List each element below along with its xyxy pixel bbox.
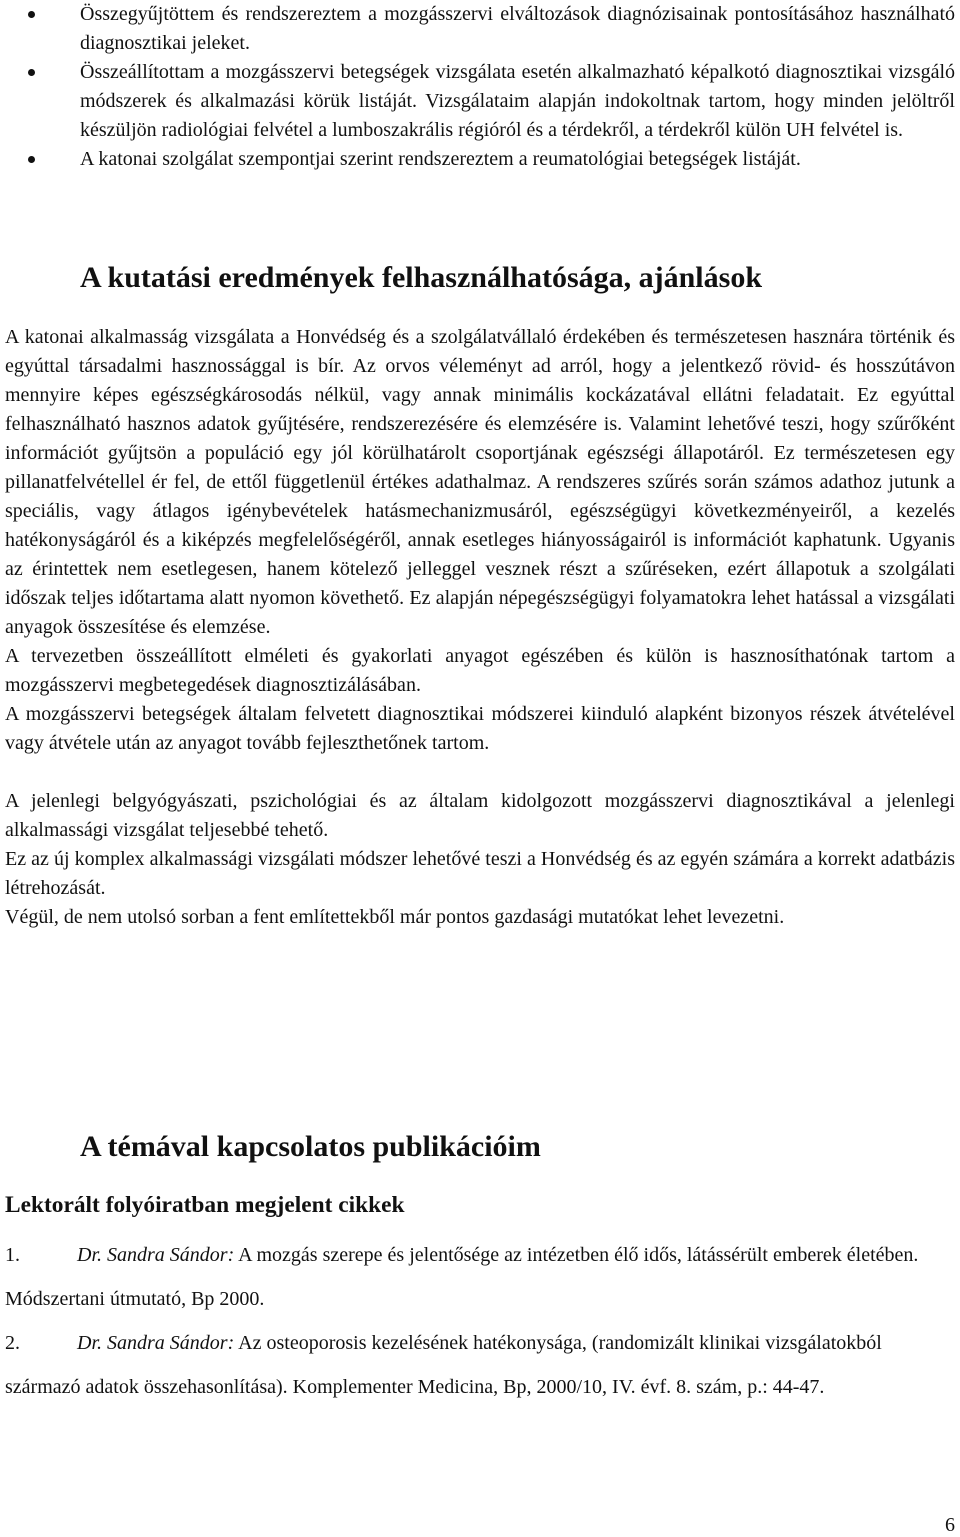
bullet-icon <box>28 11 35 18</box>
paragraph: A katonai alkalmasság vizsgálata a Honvédség és a szolgálatvállaló érdekében és természetesen hasznára történik és egyúttal társadalmi hasznossággal is bír. Az orvos véleményt ad arról, hogy a jelentkező rövid- és hosszútávon mennyire képes egészségkárosodás nélkül, vagy annak minimális kockázatával ellátni feladatait. Ez egyúttal felhasználható hasznos adatok gyűjtésére, rendszerezésére és elemzésére is. Valamint lehetővé teszi, hogy szűrőként információt gyűjtsön a populáció egy jól körülhatárolt csoportjának egészségi állapotáról. Ez természetesen egy pillanatfelvétellel ér fel, de ettől függetlenül értékes adathalmaz. A rendszeres szűrés során számos adathoz jutunk a speciális, vagy átlagos igénybevételek hatásmechanizmusáról, egészségügyi következményeiről, a kezelés hatékonyságáról és a kiképzés megfelelőségéről, annak esetleges hiányosságairól is információt kaphatunk. Ugyanis az érintettek nem esetlegesen, hanem kötelező jelleggel vesznek részt a szűréseken, ezért állapotuk a szolgálati időszak teljes időtartama alatt nyomon követhető. Ez alapján népegészségügyi folyamatokra lehet hatással a vizsgálati anyagok összesítése és elemzése. <box>5 326 955 638</box>
findings-list <box>5 0 955 174</box>
paragraph: Végül, de nem utolsó sorban a fent említettekből már pontos gazdasági mutatókat lehet levezetni. <box>5 906 785 928</box>
bullet-icon <box>28 69 35 76</box>
results-body <box>5 323 955 932</box>
paragraph: A jelenlegi belgyógyászati, pszichológiai és az általam kidolgozott mozgásszervi diagnosztikával a jelenlegi alkalmassági vizsgálat teljesebbé tehető. <box>5 790 955 841</box>
reference-text: A mozgás szerepe és jelentősége az intézetben élő idős, látássérült emberek életében. Módszertani útmutató, Bp 2000. <box>5 1244 919 1310</box>
results-heading: A kutatási eredmények felhasználhatósága, ajánlások <box>80 261 763 294</box>
reference-number: 2. <box>5 1332 20 1354</box>
reference-item <box>5 1233 955 1321</box>
paragraph: A mozgásszervi betegségek általam felvetett diagnosztikai módszerei kiinduló alapként bizonyos részek átvételével vagy átvétele után az anyagot tovább fejleszthetőnek tartom. <box>5 703 955 754</box>
reference-text: Az osteoporosis kezelésének hatékonysága, (randomizált klinikai vizsgálatokból származó adatok összehasonlítása). Komplementer Medicina, Bp, 2000/10, IV. évf. 8. szám, p.: 44-47. <box>5 1332 882 1398</box>
document-page <box>5 0 955 1398</box>
reference-list <box>5 1233 955 1409</box>
list-item-text: A katonai szolgálat szempontjai szerint rendszereztem a reumatológiai betegségek listáját. <box>80 148 801 170</box>
reference-item <box>5 1321 955 1409</box>
publications-heading: A témával kapcsolatos publikációim <box>80 1130 541 1163</box>
paragraph: Ez az új komplex alkalmassági vizsgálati módszer lehetővé teszi a Honvédség és az egyén számára a korrekt adatbázis létrehozását. <box>5 848 955 899</box>
lectured-articles-heading: Lektorált folyóiratban megjelent cikkek <box>5 1192 405 1218</box>
list-item-text: Összeállítottam a mozgásszervi betegségek vizsgálata esetén alkalmazható képalkotó diagnosztikai vizsgáló módszerek és alkalmazási körük listáját. Vizsgálataim alapján indokoltnak tartom, hogy minden jelöltről készüljön radiológiai felvétel a lumboszakrális régióról és a térdekről, a térdekről külön UH felvétel is. <box>80 61 955 141</box>
list-item <box>5 58 955 145</box>
list-item-text: Összegyűjtöttem és rendszereztem a mozgásszervi elváltozások diagnózisainak pontosításához használható diagnosztikai jeleket. <box>80 3 955 54</box>
bullet-icon <box>28 156 35 163</box>
list-item <box>5 0 955 58</box>
reference-author: Dr. Sandra Sándor: <box>77 1244 235 1266</box>
reference-author: Dr. Sandra Sándor: <box>77 1332 235 1354</box>
paragraph-spacer <box>5 758 955 787</box>
list-item <box>5 145 955 174</box>
reference-number: 1. <box>5 1244 20 1266</box>
page-number: 6 <box>945 1514 955 1536</box>
paragraph: A tervezetben összeállított elméleti és gyakorlati anyagot egészében és külön is hasznosíthatónak tartom a mozgásszervi megbetegedések diagnosztizálásában. <box>5 645 955 696</box>
